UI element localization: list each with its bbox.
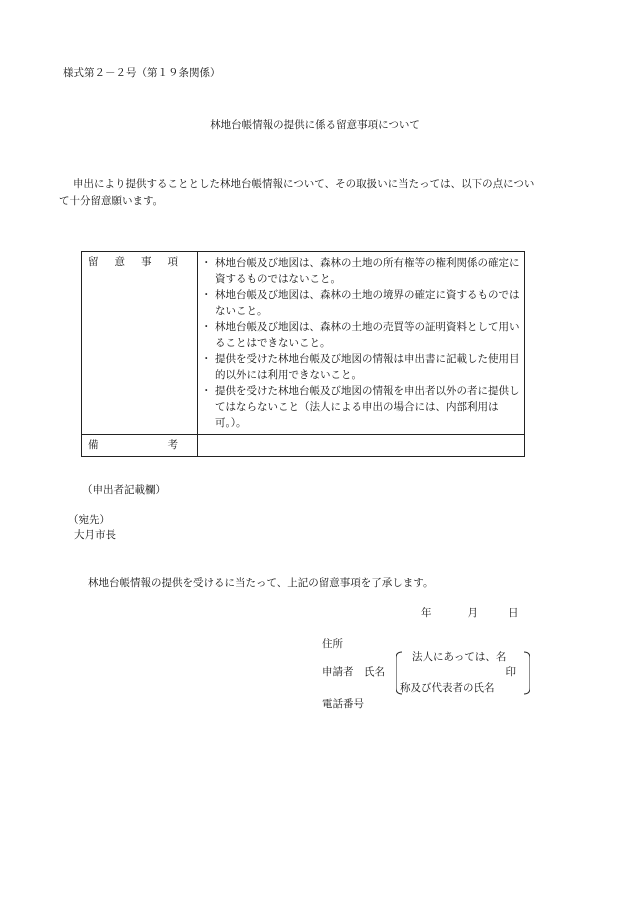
date-month-label: 月 (467, 607, 478, 619)
notice-header-cell (82, 252, 198, 435)
remarks-char: 備 (88, 439, 99, 451)
notice-table (81, 251, 525, 457)
notice-point: ・ 提供を受けた林地台帳及び地図の情報を申出者以外の者に提供してはならないこと（法人による申出の場合には、内部利用は可。）。 (203, 383, 520, 431)
addressee-name: 大月市長 (74, 529, 116, 541)
notice-point: ・ 林地台帳及び地図は、森林の土地の所有権等の権利関係の確定に資するものではないこと。 (203, 255, 520, 287)
date-year-label: 年 (421, 607, 432, 619)
notice-header-label (88, 255, 178, 270)
remarks-header-cell (82, 435, 198, 457)
remarks-char: 考 (167, 439, 178, 451)
notice-point: ・ 提供を受けた林地台帳及び地図の情報は申出書に記載した使用目的以外には利用できないこと。 (203, 351, 520, 383)
notice-header-char: 意 (114, 256, 125, 268)
agreement-statement: 林地台帳情報の提供を受けるに当たって、上記の留意事項を了承します。 (88, 577, 434, 589)
notice-header-char: 留 (88, 256, 99, 268)
form-number: 様式第２－２号（第１９条関係） (63, 67, 221, 79)
document-title: 林地台帳情報の提供に係る留意事項について (210, 119, 420, 131)
remarks-label (88, 438, 178, 453)
notice-row (82, 252, 525, 435)
corporate-note-line-2: 称及び代表者の氏名 (400, 682, 495, 694)
corporate-note-box (396, 650, 530, 696)
address-label: 住所 (322, 638, 343, 650)
intro-line-1: 申出により提供することとした林地台帳情報について、その取扱いに当たっては、以下の点につい (73, 178, 535, 190)
remarks-field[interactable] (198, 435, 525, 457)
addressee-label: （宛先） (68, 514, 110, 526)
corporate-note-line-1: 法人にあっては、名 (412, 651, 507, 663)
seal-mark: 印 (505, 666, 516, 678)
notice-points-cell (198, 252, 525, 435)
intro-line-2: て十分留意願います。 (59, 195, 164, 207)
date-day-label: 日 (508, 607, 519, 619)
notice-header-char: 項 (167, 256, 178, 268)
applicant-section-label: （申出者記載欄） (82, 484, 166, 496)
date-field[interactable] (421, 606, 531, 621)
applicant-name-label: 申請者 氏名 (322, 666, 385, 678)
notice-point: ・ 林地台帳及び地図は、森林の土地の境界の確定に資するものではないこと。 (203, 287, 520, 319)
remarks-row (82, 435, 525, 457)
notice-point: ・ 林地台帳及び地図は、森林の土地の売買等の証明資料として用いることはできないこと。 (203, 319, 520, 351)
phone-label: 電話番号 (322, 698, 364, 710)
notice-points-list (203, 255, 520, 431)
intro-paragraph (59, 176, 579, 210)
notice-header-char: 事 (141, 256, 152, 268)
